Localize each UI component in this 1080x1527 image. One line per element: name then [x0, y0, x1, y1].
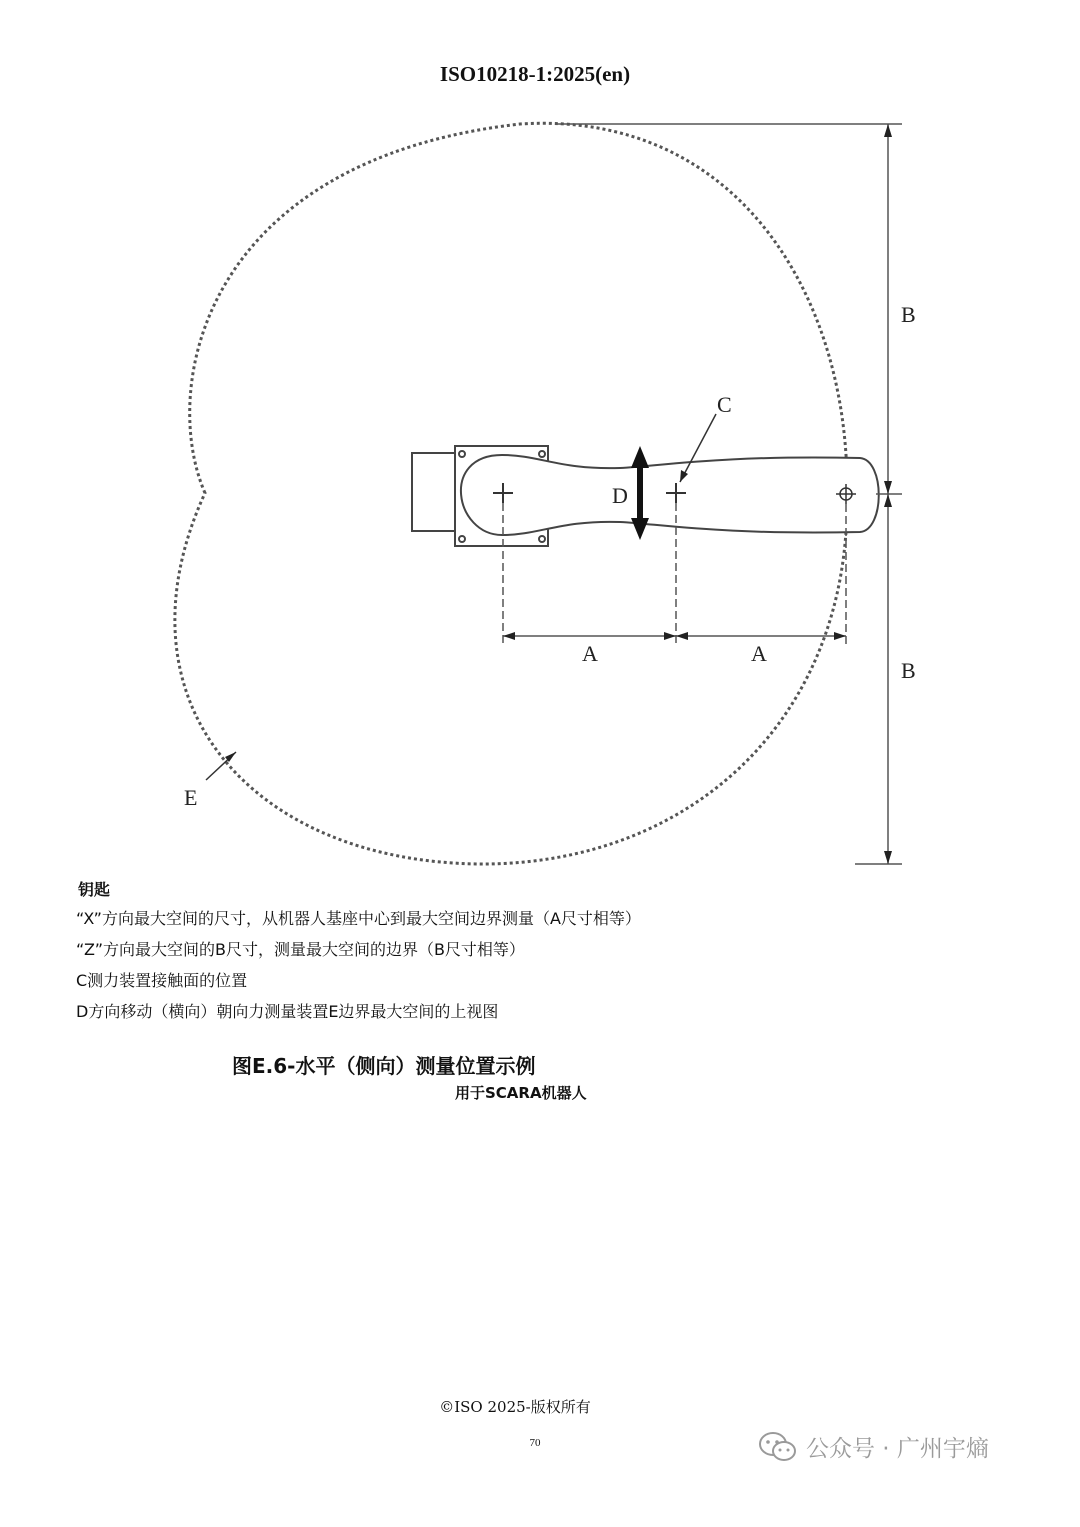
label-b-top: B: [901, 302, 916, 327]
label-b-bottom: B: [901, 658, 916, 683]
document-header: ISO10218-1:2025(en): [439, 62, 631, 86]
label-e: E: [184, 785, 198, 810]
copyright-notice: ©ISO 2025-版权所有: [439, 1398, 591, 1416]
label-a-right: A: [751, 641, 767, 666]
key-item: C测力装置接触面的位置: [76, 971, 248, 990]
wechat-icon: [758, 1431, 798, 1463]
key-item: D方向移动（横向）朝向力测量装置E边界最大空间的上视图: [76, 1002, 499, 1021]
label-c: C: [717, 392, 732, 417]
key-item: “X”方向最大空间的尺寸，从机器人基座中心到最大空间边界测量（A尺寸相等）: [76, 909, 641, 928]
figure-subcaption: 用于SCARA机器人: [455, 1084, 587, 1102]
key-item: “Z”方向最大空间的B尺寸，测量最大空间的边界（B尺寸相等）: [76, 940, 525, 959]
key-list: [76, 906, 641, 1030]
robot-arm: [461, 455, 879, 535]
watermark-text: 公众号 · 广州宇熵: [806, 1436, 989, 1462]
label-a-left: A: [582, 641, 598, 666]
label-d: D: [612, 483, 628, 508]
key-title: 钥匙: [78, 880, 111, 899]
page-number: 70: [529, 1437, 541, 1449]
figure-caption: 图E.6-水平（侧向）测量位置示例: [232, 1054, 536, 1078]
watermark: [758, 1430, 989, 1463]
